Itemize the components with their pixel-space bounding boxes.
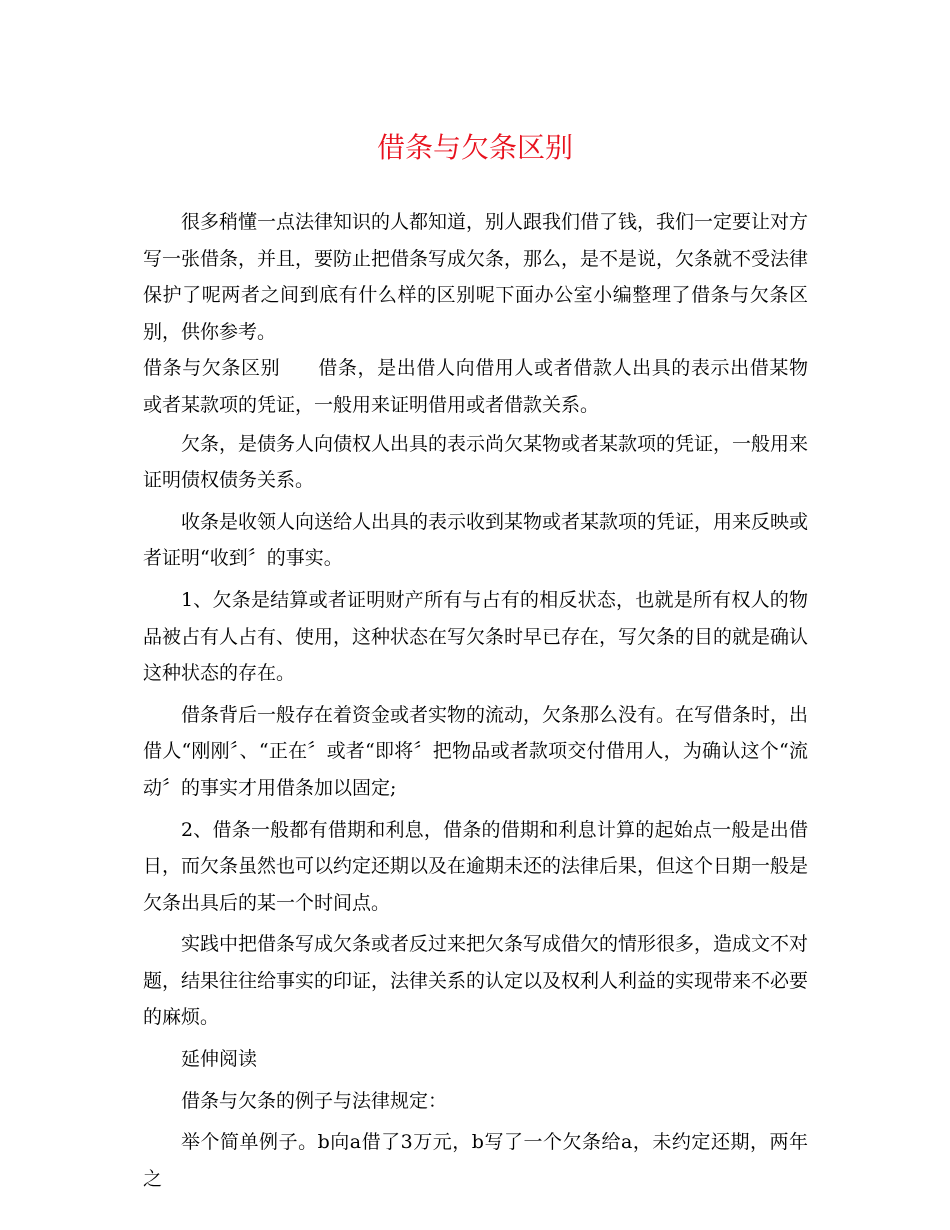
paragraph-practice: 实践中把借条写成欠条或者反过来把欠条写成借欠的情形很多，造成文不对题，结果往往给事实的印证，法律关系的认定以及权利人利益的实现带来不必要的麻烦。 xyxy=(143,933,809,1029)
document-title: 借条与欠条区别 xyxy=(376,131,573,164)
paragraph-point-2: 2、借条一般都有借期和利息，借条的借期和利息计算的起始点一般是出借日，而欠条虽然也可以约定还期以及在逾期未还的法律后果，但这个日期一般是欠条出具后的某一个时间点。 xyxy=(143,818,809,914)
paragraph-intro: 很多稍懂一点法律知识的人都知道，别人跟我们借了钱，我们一定要让对方写一张借条，并且，要防止把借条写成欠条，那么，是不是说，欠条就不受法律保护了呢两者之间到底有什么样的区别呢下面办公室小编整理了借条与欠条区别，供你参考。 xyxy=(143,211,809,343)
paragraph-loan-flow: 借条背后一般存在着资金或者实物的流动，欠条那么没有。在写借条时，出借人“刚刚〞、“正在〞或者“即将〞把物品或者款项交付借用人，为确认这个“流动〞的事实才用借条加以固定; xyxy=(143,703,809,799)
paragraph-point-1: 1、欠条是结算或者证明财产所有与占有的相反状态，也就是所有权人的物品被占有人占有、使用，这种状态在写欠条时早已存在，写欠条的目的就是确认这种状态的存在。 xyxy=(143,588,809,685)
paragraph-iou-definition: 欠条，是债务人向债权人出具的表示尚欠某物或者某款项的凭证，一般用来证明债权债务关系。 xyxy=(143,432,809,492)
paragraph-loan-note-definition xyxy=(143,350,808,423)
section-heading-inline: 借条与欠条区别 xyxy=(143,357,281,380)
paragraph-receipt-definition: 收条是收领人向送给人出具的表示收到某物或者某款项的凭证，用来反映或者证明“收到〞的事实。 xyxy=(143,510,809,570)
paragraph-loan-note-text: 借条，是出借人向借用人或者借款人出具的表示出借某物或者某款项的凭证，一般用来证明借用或者借款关系。 xyxy=(143,357,808,416)
paragraph-examples-heading: 借条与欠条的例子与法律规定： xyxy=(181,1089,448,1112)
paragraph-further-reading: 延伸阅读 xyxy=(181,1048,258,1071)
document-body xyxy=(143,204,808,1197)
paragraph-example: 举个简单例子。b向a借了3万元，b写了一个欠条给a，未约定还期，两年之 xyxy=(143,1131,808,1190)
